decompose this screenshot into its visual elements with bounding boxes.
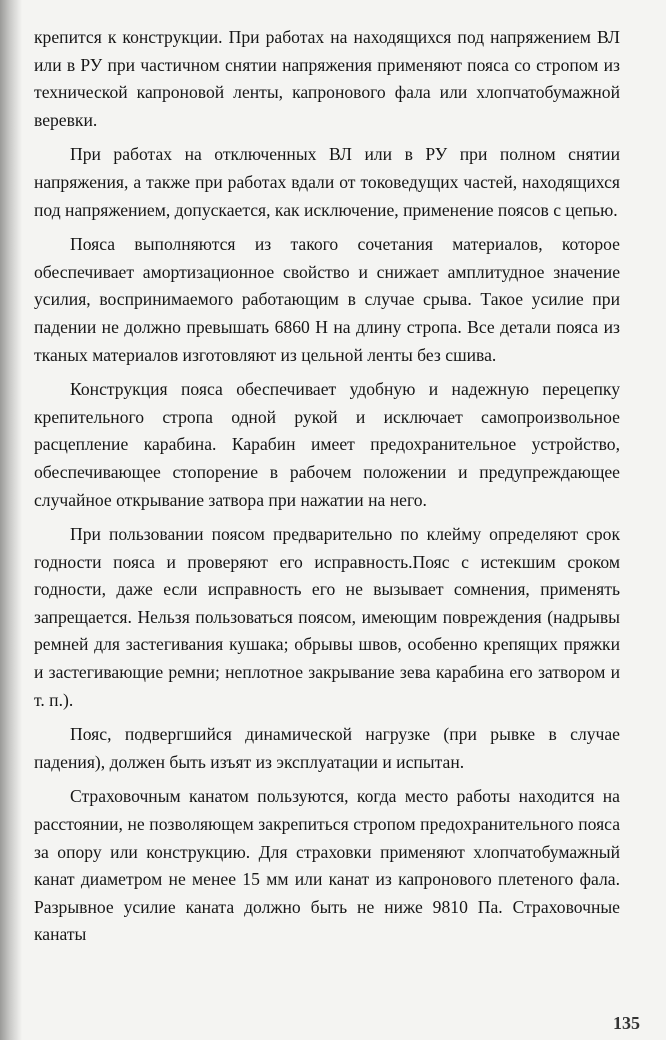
paragraph-3: Пояса выполняются из такого сочетания материалов, которое обеспечивает амортизационное свойство и снижает амплитудное значение усилия, воспринимаемого работающим в случае срыва. Такое усилие при падении не должно превышать 6860 Н на длину стропа. Все детали пояса из тканых материалов изготовляют из цельной ленты без сшива. [34, 234, 620, 365]
paragraph-6: Пояс, подвергшийся динамической нагрузке (при рывке в случае падения), должен быть изъят из эксплуатации и испытан. [34, 724, 620, 772]
page-binding-shadow [0, 0, 22, 1040]
page-number: 135 [613, 1013, 640, 1033]
page-text [34, 24, 620, 949]
paragraph-7: Страховочным канатом пользуются, когда место работы находится на расстоянии, не позволяющем закрепиться стропом предохранительного пояса за опору или конструкцию. Для страховки применяют хлопчатобумажный канат диаметром не менее 15 мм или канат из капронового плетеного фала. Разрывное усилие каната должно быть не ниже 9810 Па. Страховочные канаты [34, 786, 620, 945]
paragraph-4: Конструкция пояса обеспечивает удобную и надежную перецепку крепительного стропа одной рукой и исключает самопроизвольное расцепление карабина. Карабин имеет предохранительное устройство, обеспечивающее стопорение в рабочем положении и предупреждающее случайное открывание затвора при нажатии на него. [34, 379, 620, 510]
paragraph-2: При работах на отключенных ВЛ или в РУ при полном снятии напряжения, а также при работах вдали от токоведущих частей, находящихся под напряжением, допускается, как исключение, применение поясов с цепью. [34, 144, 620, 220]
paragraph-1: крепится к конструкции. При работах на находящихся под напряжением ВЛ или в РУ при частичном снятии напряжения применяют пояса со стропом из технической капроновой ленты, капронового фала или хлопчатобумажной веревки. [34, 27, 620, 130]
paragraph-5: При пользовании поясом предварительно по клейму определяют срок годности пояса и проверяют его исправность.Пояс с истекшим сроком годности, даже если исправность его не вызывает сомнения, применять запрещается. Нельзя пользоваться поясом, имеющим повреждения (надрывы ремней для застегивания кушака; обрывы швов, особенно крепящих пряжки и застегивающие ремни; неплотное закрывание зева карабина его затвором и т. п.). [34, 524, 620, 710]
